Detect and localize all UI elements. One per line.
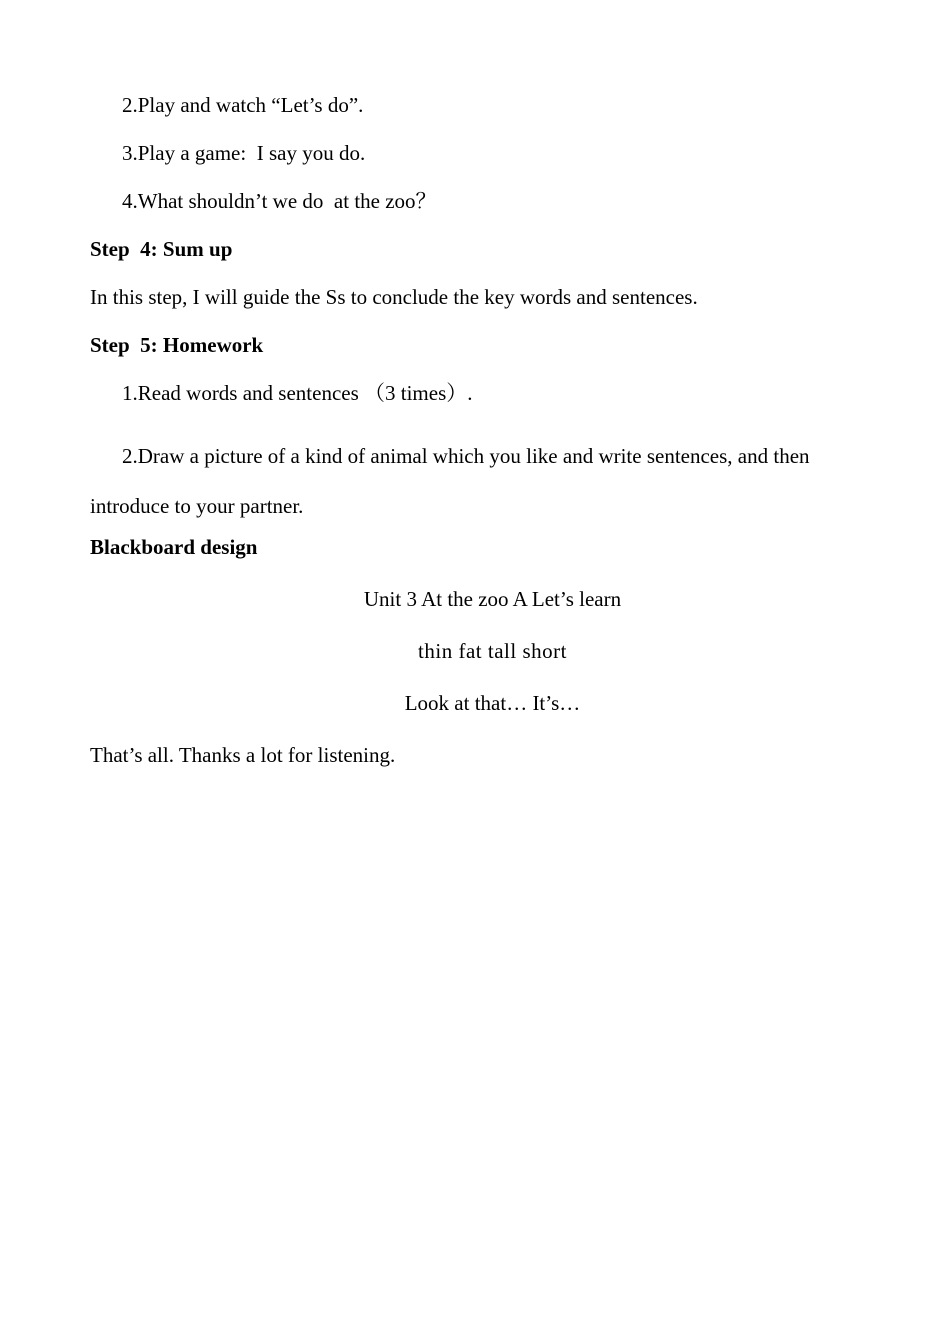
blackboard-line-unit-title: Unit 3 At the zoo A Let’s learn xyxy=(363,587,622,611)
heading-step-5: Step 5: Homework xyxy=(90,333,264,357)
homework-item-2: 2.Draw a picture of a kind of animal which you like and write sentences, and then introduce to your partner. xyxy=(90,444,810,518)
blackboard-line-words: thin fat tall short xyxy=(418,639,567,663)
homework-item-1: 1.Read words and sentences （3 times）. xyxy=(122,381,473,405)
list-item-play-and-watch: 2.Play and watch “Let’s do”. xyxy=(122,93,364,117)
list-item-what-shouldnt-we-do: 4.What shouldn’t we do at the zoo？ xyxy=(122,189,437,213)
document-body xyxy=(90,95,865,795)
paragraph-step-4-body: In this step, I will guide the Ss to conclude the key words and sentences. xyxy=(90,285,698,309)
paragraph-closing: That’s all. Thanks a lot for listening. xyxy=(90,743,396,767)
blackboard-line-sentence: Look at that… It’s… xyxy=(404,691,581,715)
list-item-play-a-game: 3.Play a game: I say you do. xyxy=(122,141,366,165)
heading-blackboard-design: Blackboard design xyxy=(90,535,258,559)
heading-step-4: Step 4: Sum up xyxy=(90,237,233,261)
